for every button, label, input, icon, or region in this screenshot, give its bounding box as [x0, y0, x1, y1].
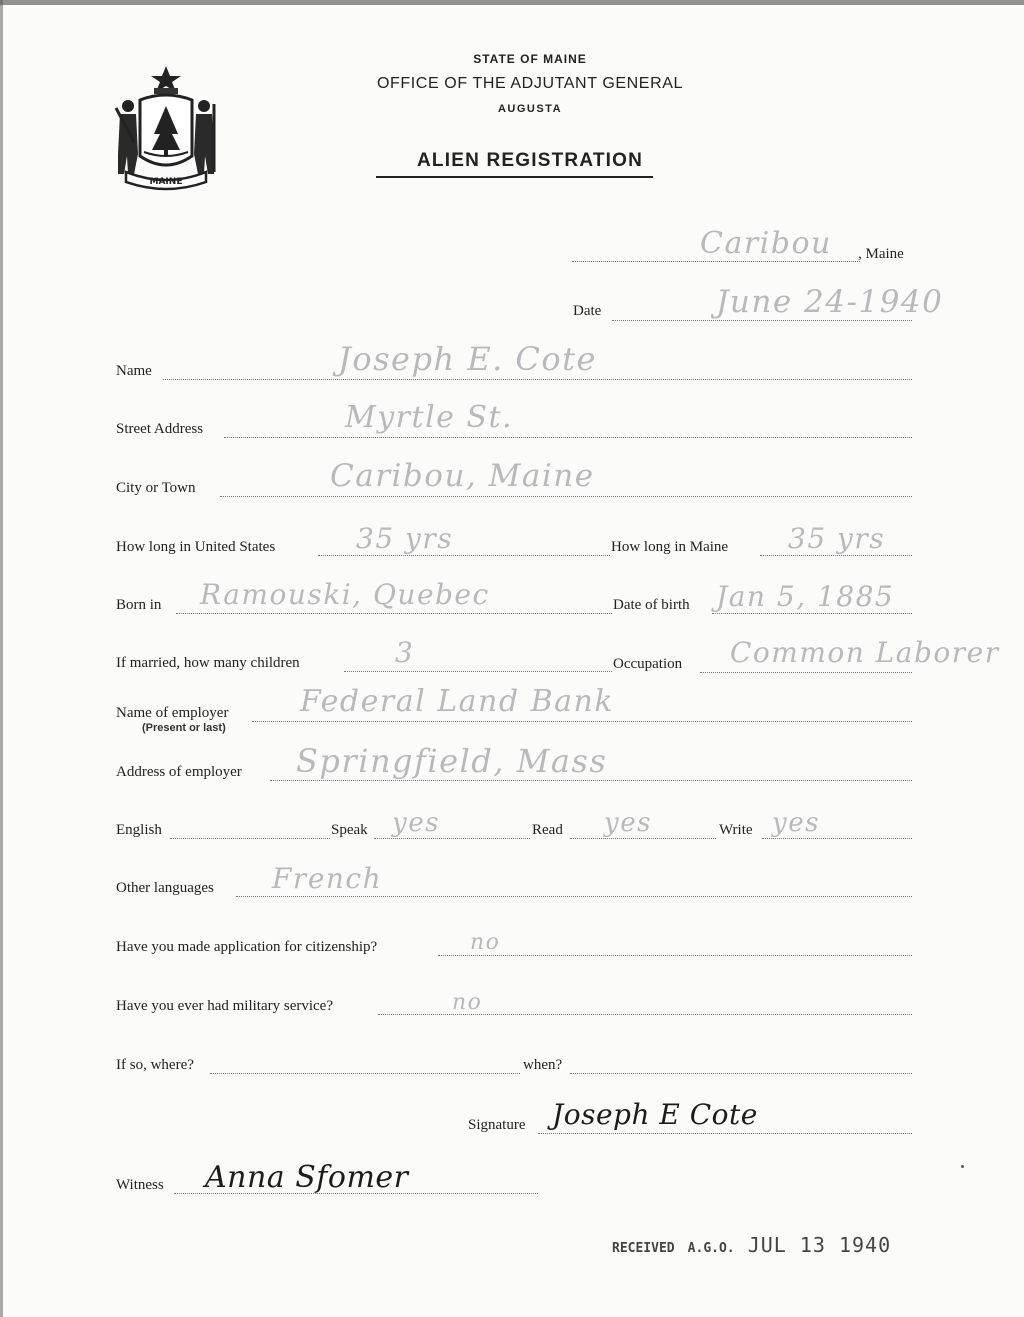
speak-label: Speak	[331, 822, 368, 838]
children-line	[344, 671, 612, 672]
date-of-birth-line	[712, 613, 912, 614]
office-heading: OFFICE OF THE ADJUTANT GENERAL	[376, 75, 684, 92]
employer-address-line	[270, 780, 912, 781]
seal-text: MAINE	[149, 177, 183, 187]
name-value: Joseph E. Cote	[338, 340, 597, 378]
employer-address-label: Address of employer	[116, 764, 242, 780]
read-label: Read	[532, 822, 563, 838]
street-address-value: Myrtle St.	[345, 400, 514, 435]
how-long-maine-line	[760, 555, 912, 556]
write-line	[762, 838, 912, 839]
children-value: 3	[395, 636, 415, 669]
born-in-label: Born in	[116, 597, 162, 613]
signature-label: Signature	[468, 1117, 526, 1133]
date-line	[612, 320, 912, 321]
name-label: Name	[116, 363, 152, 379]
occupation-value: Common Laborer	[730, 636, 1000, 669]
how-long-maine-value: 35 yrs	[788, 522, 886, 555]
witness-label: Witness	[116, 1177, 164, 1193]
military-value: no	[452, 990, 483, 1015]
how-long-us-line	[318, 555, 610, 556]
city-heading: AUGUSTA	[497, 103, 563, 115]
place-value: Caribou	[700, 226, 832, 261]
street-address-line	[224, 437, 912, 438]
how-long-maine-label: How long in Maine	[611, 539, 729, 555]
witness-value: Anna Sfomer	[205, 1160, 409, 1195]
how-long-us-value: 35 yrs	[356, 522, 454, 555]
city-label: City or Town	[116, 480, 196, 496]
write-label: Write	[719, 822, 753, 838]
when-line	[570, 1073, 912, 1074]
employer-name-line	[252, 721, 912, 722]
employer-name-value: Federal Land Bank	[300, 684, 615, 719]
military-label: Have you ever had military service?	[116, 998, 333, 1014]
english-label: English	[116, 822, 162, 838]
other-languages-value: French	[272, 862, 383, 895]
how-long-us-label: How long in United States	[116, 539, 276, 555]
born-in-value: Ramouski, Quebec	[200, 578, 490, 611]
place-line	[572, 261, 860, 262]
employer-name-label: Name of employer	[116, 705, 229, 721]
title-underline	[376, 176, 653, 178]
occupation-label: Occupation	[613, 656, 683, 672]
english-line	[170, 838, 330, 839]
where-label: If so, where?	[116, 1057, 194, 1073]
citizenship-value: no	[470, 930, 501, 955]
other-languages-line	[236, 896, 912, 897]
born-in-line	[176, 613, 612, 614]
where-line	[210, 1073, 520, 1074]
form-title: ALIEN REGISTRATION	[416, 150, 644, 171]
street-address-label: Street Address	[116, 421, 204, 437]
name-line	[163, 379, 912, 380]
speak-line	[374, 838, 530, 839]
city-value: Caribou, Maine	[330, 458, 595, 494]
stamp-agency-text: A.G.O.	[687, 1241, 735, 1256]
signature-value: Joseph E Cote	[552, 1098, 758, 1131]
other-languages-label: Other languages	[116, 880, 214, 896]
stamp-date-text: JUL 13 1940	[747, 1233, 892, 1257]
stamp-received-text: RECEIVED	[612, 1241, 675, 1256]
children-label: If married, how many children	[116, 655, 300, 671]
date-of-birth-label: Date of birth	[613, 597, 690, 613]
employer-address-value: Springfield, Mass	[296, 742, 608, 780]
speak-value: yes	[392, 808, 440, 838]
maine-label: , Maine	[858, 246, 904, 262]
occupation-line	[700, 672, 912, 673]
when-label: when?	[523, 1057, 563, 1073]
read-line	[570, 838, 716, 839]
citizenship-line	[438, 955, 912, 956]
date-label: Date	[573, 303, 602, 319]
date-value: June 24-1940	[716, 284, 944, 320]
date-of-birth-value: Jan 5, 1885	[716, 580, 895, 613]
city-line	[220, 496, 912, 497]
citizenship-label: Have you made application for citizenship?	[116, 939, 378, 955]
read-value: yes	[604, 808, 652, 838]
scan-speck	[961, 1165, 964, 1168]
received-stamp	[612, 1233, 891, 1257]
signature-line	[538, 1133, 912, 1134]
scan-border-top	[0, 0, 1024, 5]
scan-border-left	[0, 0, 3, 1317]
employer-note: (Present or last)	[142, 722, 226, 734]
write-value: yes	[772, 808, 820, 838]
state-heading: STATE OF MAINE	[473, 52, 587, 66]
